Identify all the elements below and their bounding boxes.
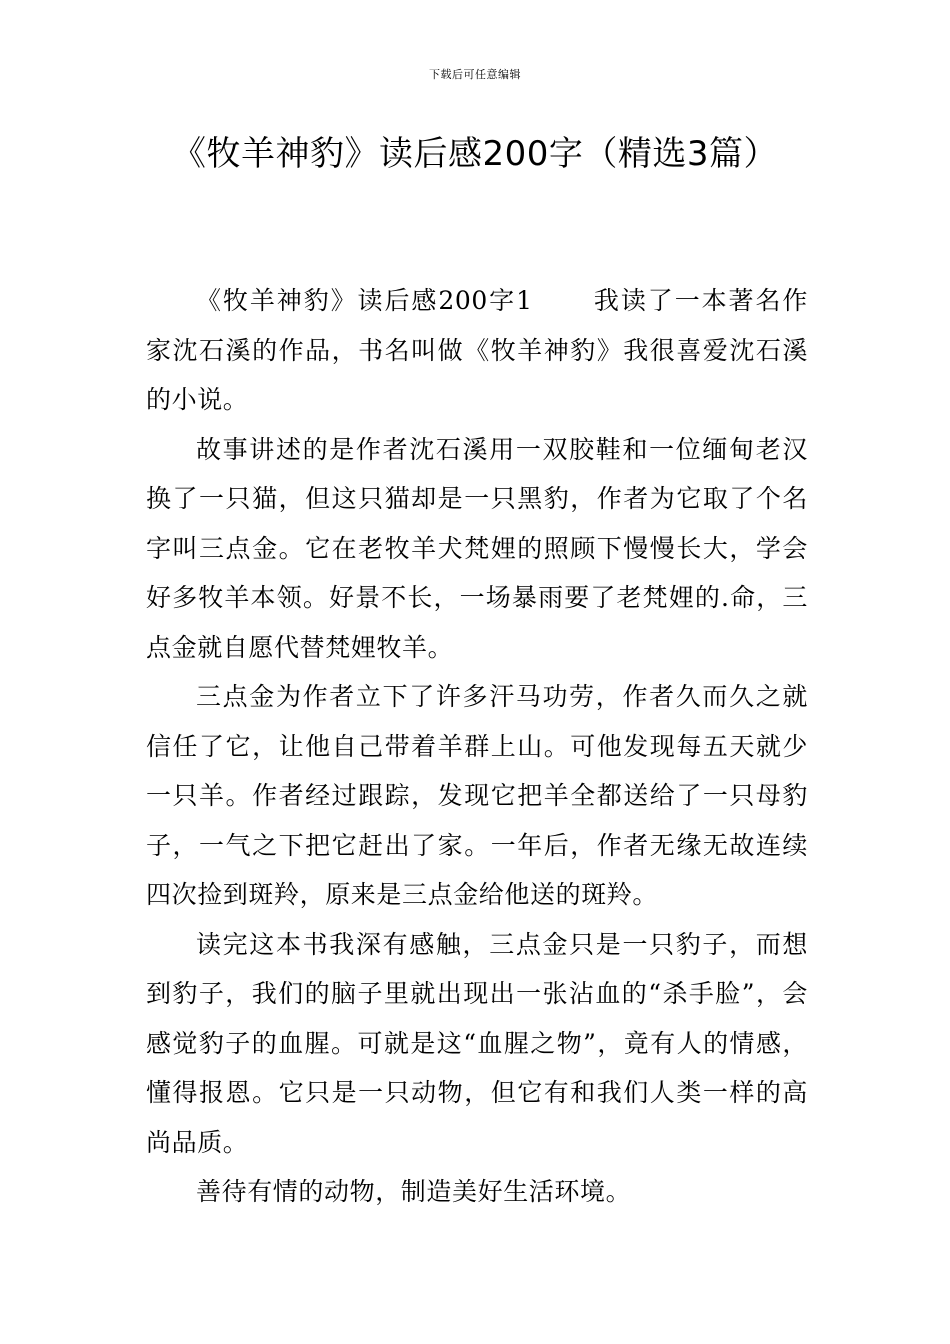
paragraph: 三点金为作者立下了许多汗马功劳，作者久而久之就信任了它，让他自己带着羊群上山。可他发现每五天就少一只羊。作者经过跟踪，发现它把羊全都送给了一只母豹子，一气之下把它赶出了家。一年后，作者无缘无故连续四次捡到斑羚，原来是三点金给他送的斑羚。 [146,682,808,909]
document-title: 《牧羊神豹》读后感200字（精选3篇） [171,134,779,174]
paragraph: 故事讲述的是作者沈石溪用一双胶鞋和一位缅甸老汉换了一只猫，但这只猫却是一只黑豹，作者为它取了个名字叫三点金。它在老牧羊犬梵娌的照顾下慢慢长大，学会好多牧羊本领。好景不长，一场暴雨要了老梵娌的.命，三点金就自愿代替梵娌牧羊。 [146,434,808,662]
section-heading: 《牧羊神豹》读后感200字1 [196,286,533,315]
paragraph: 读完这本书我深有感触，三点金只是一只豹子，而想到豹子，我们的脑子里就出现出一张沾血的“杀手脸”，会感觉豹子的血腥。可就是这“血腥之物”，竟有人的情感，懂得报恩。它只是一只动物，但它有和我们人类一样的高尚品质。 [146,929,808,1157]
paragraph: 善待有情的动物，制造美好生活环境。 [196,1177,632,1206]
paragraph-text: 我读了一本著名作家沈石溪的作品，书名叫做《牧羊神豹》我很喜爱沈石溪的小说。 [146,286,808,414]
paragraph-intro [146,276,808,425]
header-note: 下载后可任意编辑 [429,68,521,81]
document-body [146,276,808,1217]
